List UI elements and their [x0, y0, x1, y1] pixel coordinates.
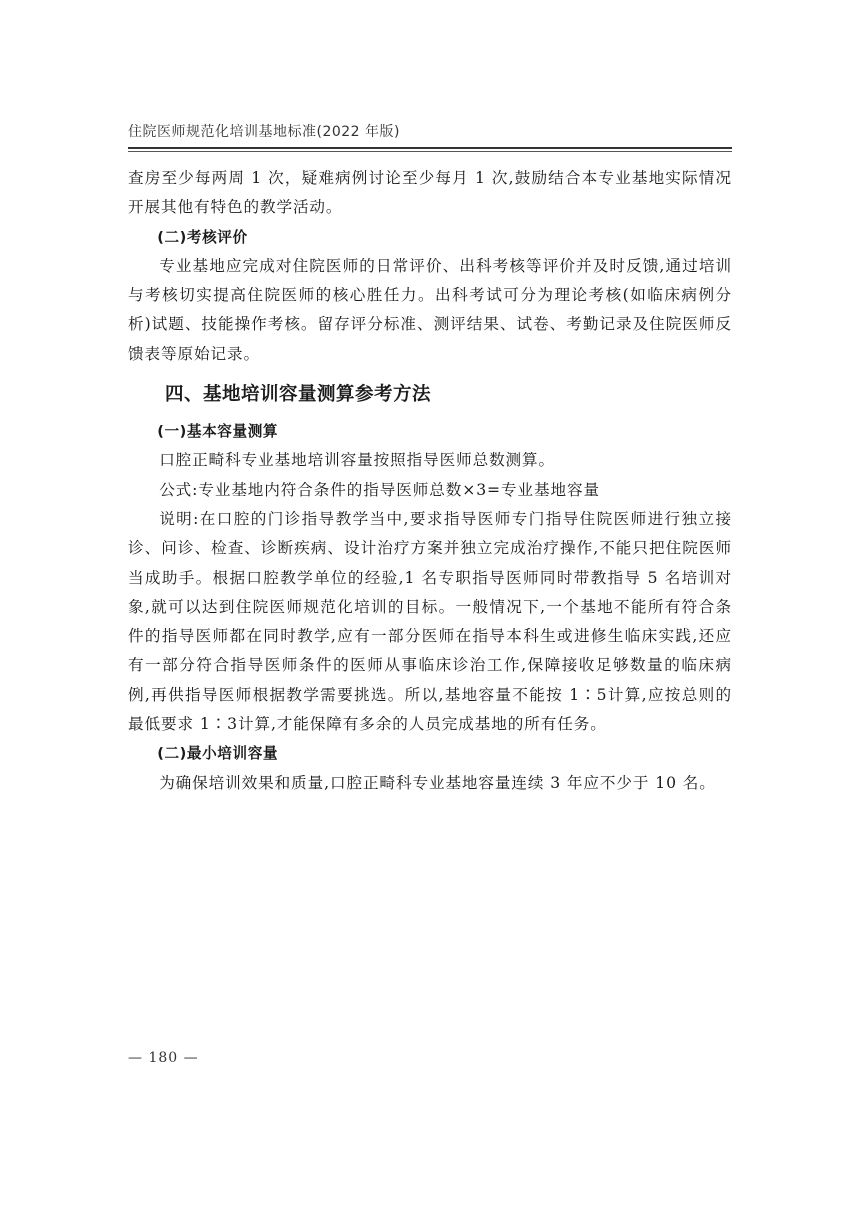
subheading-basic-capacity: (一)基本容量测算	[157, 423, 279, 441]
header-rule-thin	[128, 151, 732, 152]
paragraph-basic-capacity: 口腔正畸科专业基地培训容量按照指导医师总数测算。	[159, 451, 556, 470]
paragraph-assessment: 专业基地应完成对住院医师的日常评价、出科考核等评价并及时反馈,通过培训与考核切实提高住院医师的核心胜任力。出科考试可分为理论考核(如临床病例分析)试题、技能操作考核。留存评分标准、测评结果、试卷、考勤记录及住院医师反馈表等原始记录。	[128, 256, 732, 363]
paragraph-formula: 公式:专业基地内符合条件的指导医师总数×3=专业基地容量	[159, 480, 600, 499]
page-number: — 180 —	[128, 1050, 199, 1066]
subheading-min-capacity: (二)最小培训容量	[157, 745, 279, 763]
paragraph-min-capacity: 为确保培训效果和质量,口腔正畸科专业基地容量连续 3 年应不少于 10 名。	[159, 773, 716, 792]
section-heading-capacity: 四、基地培训容量测算参考方法	[165, 384, 432, 406]
paragraph-explanation: 说明:在口腔的门诊指导教学当中,要求指导医师专门指导住院医师进行独立接诊、问诊、检查、诊断疾病、设计治疗方案并独立完成治疗操作,不能只把住院医师当成助手。根据口腔教学单位的经验,1 名专职指导医师同时带教指导 5 名培训对象,就可以达到住院医师规范化培训的目标。一般情况下,一个基地不能所有符合条件的指导医师都在同时教学,应有一部分医师在指导本科生或进修生临床实践,还应有一部分符合指导医师条件的医师从事临床诊治工作,保障接收足够数量的临床病例,再供指导医师根据教学需要挑选。所以,基地容量不能按 1∶5计算,应按总则的最低要求 1∶3计算,才能保障有多余的人员完成基地的所有任务。	[128, 509, 732, 734]
paragraph-continued: 查房至少每两周 1 次，疑难病例讨论至少每月 1 次,鼓励结合本专业基地实际情况开展其他有特色的教学活动。	[128, 169, 732, 217]
page-body	[128, 164, 732, 798]
header-rule	[128, 147, 732, 149]
subheading-assessment: (二)考核评价	[157, 228, 248, 246]
running-header: 住院医师规范化培训基地标准(2022 年版)	[128, 124, 401, 140]
